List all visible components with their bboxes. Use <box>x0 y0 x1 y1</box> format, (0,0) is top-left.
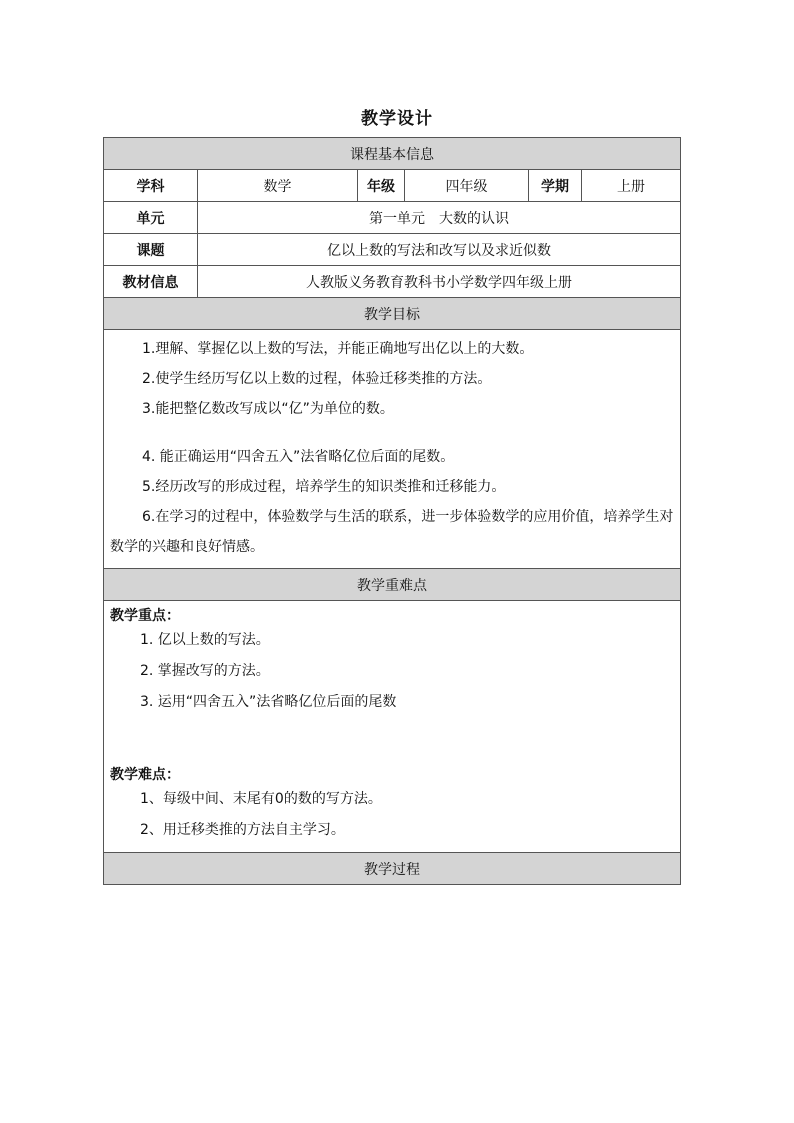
difficulty-item: 2、用迁移类推的方法自主学习。 <box>140 822 345 838</box>
term-value: 上册 <box>582 170 681 202</box>
unit-label: 单元 <box>104 202 198 234</box>
focus-title: 教学重点： <box>110 608 180 624</box>
goal-item: 6.在学习的过程中，体验数学与生活的联系，进一步体验数学的应用价值，培养学生对数学的兴趣和良好情感。 <box>110 509 674 555</box>
topic-value: 亿以上数的写法和改写以及求近似数 <box>198 234 681 266</box>
goal-item: 3.能把整亿数改写成以“亿”为单位的数。 <box>142 401 394 417</box>
goal-item: 5.经历改写的形成过程，培养学生的知识类推和迁移能力。 <box>142 479 506 495</box>
subject-value: 数学 <box>198 170 358 202</box>
key-points-header: 教学重难点 <box>104 569 681 601</box>
subject-label: 学科 <box>104 170 198 202</box>
key-points-content <box>104 601 681 853</box>
focus-item: 2. 掌握改写的方法。 <box>140 663 270 679</box>
process-header: 教学过程 <box>104 853 681 885</box>
grade-label: 年级 <box>358 170 405 202</box>
grade-value: 四年级 <box>405 170 529 202</box>
basic-info-header: 课程基本信息 <box>104 138 681 170</box>
goals-header: 教学目标 <box>104 298 681 330</box>
blank-space <box>110 718 674 764</box>
goals-content <box>104 330 681 569</box>
unit-value: 第一单元 大数的认识 <box>198 202 681 234</box>
term-label: 学期 <box>529 170 582 202</box>
focus-item: 1. 亿以上数的写法。 <box>140 632 270 648</box>
difficulty-title: 教学难点： <box>110 767 180 783</box>
goal-item: 4. 能正确运用“四舍五入”法省略亿位后面的尾数。 <box>142 449 455 465</box>
topic-label: 课题 <box>104 234 198 266</box>
goal-item: 2.使学生经历写亿以上数的过程，体验迁移类推的方法。 <box>142 371 492 387</box>
goal-item: 1.理解、掌握亿以上数的写法，并能正确地写出亿以上的大数。 <box>142 341 534 357</box>
difficulty-item: 1、每级中间、末尾有0的数的写方法。 <box>140 791 382 807</box>
textbook-label: 教材信息 <box>104 266 198 298</box>
document-title: 教学设计 <box>361 109 433 129</box>
lesson-plan-table <box>103 137 681 885</box>
focus-item: 3. 运用“四舍五入”法省略亿位后面的尾数 <box>140 694 397 710</box>
textbook-value: 人教版义务教育教科书小学数学四年级上册 <box>198 266 681 298</box>
